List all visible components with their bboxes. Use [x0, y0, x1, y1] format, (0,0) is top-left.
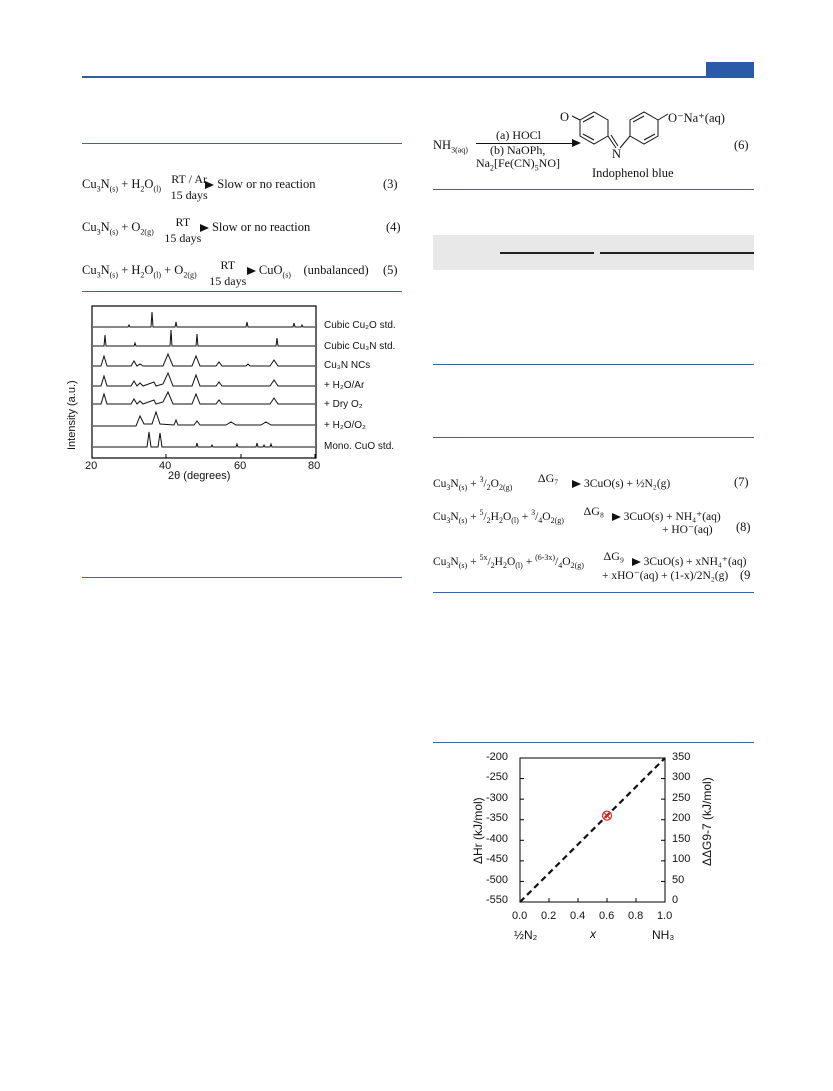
x-right-label: NH₃ [652, 928, 675, 942]
trace-h2o-o2 [93, 412, 315, 426]
section-rule-3 [433, 592, 754, 593]
trace-cu3n-ncs [93, 354, 315, 366]
trace-dry-o2 [93, 392, 315, 404]
xrd-x-tick-80: 80 [308, 460, 321, 472]
eq6-step-a: (a) HOCl [496, 128, 541, 142]
enthalpy-chart [470, 748, 732, 958]
xrd-x-tick-60: 60 [234, 460, 247, 472]
eq6-number: (6) [734, 138, 749, 152]
y2-tick-50: 50 [672, 874, 685, 886]
highlight-marker [603, 811, 612, 820]
eq9-arrow-label: ΔG₉ [603, 549, 625, 564]
y-tick-500: -500 [486, 874, 509, 886]
xrd-legend-ncs: Cu₃N NCs [324, 360, 371, 371]
section-rule-2 [433, 437, 754, 438]
xrd-x-axis-label: 2θ (degrees) [168, 470, 231, 482]
equation-4: $Cu_3N_{(s)} + O_{2(g)}$ RT 15 days Slow or no reaction [82, 215, 311, 246]
figure-bottom-rule [82, 577, 402, 578]
eq3-arrow-top: RT / Ar [171, 172, 207, 187]
xrd-x-tick-20: 20 [85, 460, 98, 472]
equation-9: $Cu_3N_{(s)} + ^{5x}/_2H_2O_{(l)} + ^{(6-3x)}/_4O_{2(g)}$ ΔG₉ 3CuO(s) + xNH₄⁺(aq) [433, 549, 747, 571]
eq3-arrow-bottom: 15 days [170, 188, 208, 203]
eq9-product-2: + xHO⁻(aq) + (1-x)/2N₂(g) [602, 570, 729, 582]
y-tick-300: -300 [486, 792, 509, 804]
eq6-step-c: $Na_2[Fe(CN)_5NO]$ [476, 156, 560, 173]
eq8-product-1: 3CuO(s) + NH₄⁺(aq) [623, 510, 721, 523]
scheme-bottom-rule [82, 291, 402, 292]
eq6-step-b: (b) NaOPh, [490, 143, 546, 157]
x-tick-2: 0.4 [570, 910, 586, 922]
xrd-legend-cu2o: Cubic Cu₂O std. [324, 320, 396, 331]
eq7-arrow-label: ΔG₇ [537, 471, 559, 486]
eq6-nitrogen: N [612, 147, 622, 161]
eq9-number: (9 [740, 568, 751, 582]
eq5-product: CuO [258, 263, 283, 277]
header-rule [82, 76, 754, 78]
xrd-legend-h2o-ar: + H₂O/Ar [324, 380, 365, 391]
eq6-product-name: Indophenol blue [592, 166, 674, 180]
y-tick-450: -450 [486, 853, 509, 865]
xrd-traces [93, 312, 315, 447]
y-tick-250: -250 [486, 771, 509, 783]
eq5-number: (5) [383, 263, 398, 277]
xrd-y-axis-label: Intensity (a.u.) [66, 380, 78, 450]
x-axis-label: x [590, 927, 596, 941]
xrd-legend-cu3n: Cubic Cu₃N std. [324, 341, 396, 352]
xrd-legend-h2o-o2: + H₂O/O₂ [324, 420, 366, 431]
equation-7: $Cu_3N_{(s)} + ^3/_2O_{2(g)}$ ΔG₇ 3CuO(s) + ½N₂(g) [433, 471, 671, 493]
y2-tick-350: 350 [672, 751, 691, 763]
section-rule-1 [433, 364, 754, 365]
y-tick-550: -550 [486, 894, 509, 906]
y2-tick-100: 100 [672, 853, 691, 865]
trace-h2o-ar [93, 373, 315, 386]
eq8-arrow-label: ΔG₈ [583, 504, 605, 519]
table-col-rule-2 [600, 252, 754, 254]
xrd-legend-dry-o2: + Dry O₂ [324, 399, 363, 410]
eq6-ketone-o: O [560, 110, 570, 124]
scheme-top-rule [82, 143, 402, 144]
y2-tick-250: 250 [672, 792, 691, 804]
table-col-rule-1 [500, 252, 594, 254]
equation-5: $Cu_3N_{(s)} + H_2O_{(l)} + O_{2(g)}$ RT 15 days CuO$_{(s)}$ (unbalanced) [82, 258, 369, 289]
xrd-frame [92, 306, 316, 458]
y2-axis-label: ΔΔG9-7 (kJ/mol) [700, 777, 714, 866]
header-tab [706, 62, 754, 78]
x-left-label: ½N₂ [514, 928, 538, 942]
x-tick-5: 1.0 [657, 910, 673, 922]
eq3-product: Slow or no reaction [217, 177, 316, 191]
x-tick-0: 0.0 [512, 910, 528, 922]
eq4-arrow-bottom: 15 days [164, 231, 202, 246]
eq4-number: (4) [386, 220, 401, 234]
x-tick-3: 0.6 [599, 910, 615, 922]
eq6-bottom-rule [433, 189, 754, 190]
eq7-product: 3CuO(s) + ½N₂(g) [584, 477, 671, 490]
eq5-note: (unbalanced) [303, 263, 369, 277]
eq7-number: (7) [734, 475, 749, 489]
trace-cu2o [93, 312, 315, 327]
eq6-reactant: $NH_{3(aq)}$ [433, 138, 468, 155]
equation-3: $Cu_3N_{(s)} + H_2O_{(l)}$ RT / Ar 15 days Slow or no reaction [82, 172, 316, 203]
y-tick-200: -200 [486, 751, 509, 763]
eq8-number: (8) [736, 520, 751, 534]
xrd-x-tick-40: 40 [159, 460, 172, 472]
y-axis-label: ΔHr (kJ/mol) [471, 797, 485, 864]
eq8-product-2: + HO⁻(aq) [662, 524, 713, 536]
xrd-legend-cuo: Mono. CuO std. [324, 441, 395, 452]
y-tick-350: -350 [486, 812, 509, 824]
eq6-salt: O⁻Na⁺(aq) [668, 111, 725, 125]
eq5-arrow-bottom: 15 days [209, 274, 247, 289]
dashed-fit-line [520, 758, 665, 902]
y2-tick-150: 150 [672, 833, 691, 845]
x-tick-4: 0.8 [628, 910, 644, 922]
xrd-ticks [92, 454, 315, 458]
trace-cuo [93, 432, 315, 447]
eq4-product: Slow or no reaction [211, 220, 311, 234]
equation-8: $Cu_3N_{(s)} + ^5/_2H_2O_{(l)} + ^3/_4O_{2(g)}$ ΔG₈ 3CuO(s) + NH₄⁺(aq) [433, 504, 721, 526]
y2-tick-200: 200 [672, 812, 691, 824]
eq9-product-1: 3CuO(s) + xNH₄⁺(aq) [643, 555, 747, 568]
eq3-number: (3) [383, 177, 398, 191]
section-rule-4 [433, 742, 754, 743]
y-tick-400: -400 [486, 833, 509, 845]
eq4-arrow-top: RT [175, 215, 191, 230]
y2-tick-300: 300 [672, 771, 691, 783]
trace-cu3n [93, 330, 315, 346]
eq5-arrow-top: RT [220, 258, 236, 273]
y2-tick-0: 0 [672, 894, 679, 906]
x-tick-1: 0.2 [541, 910, 557, 922]
